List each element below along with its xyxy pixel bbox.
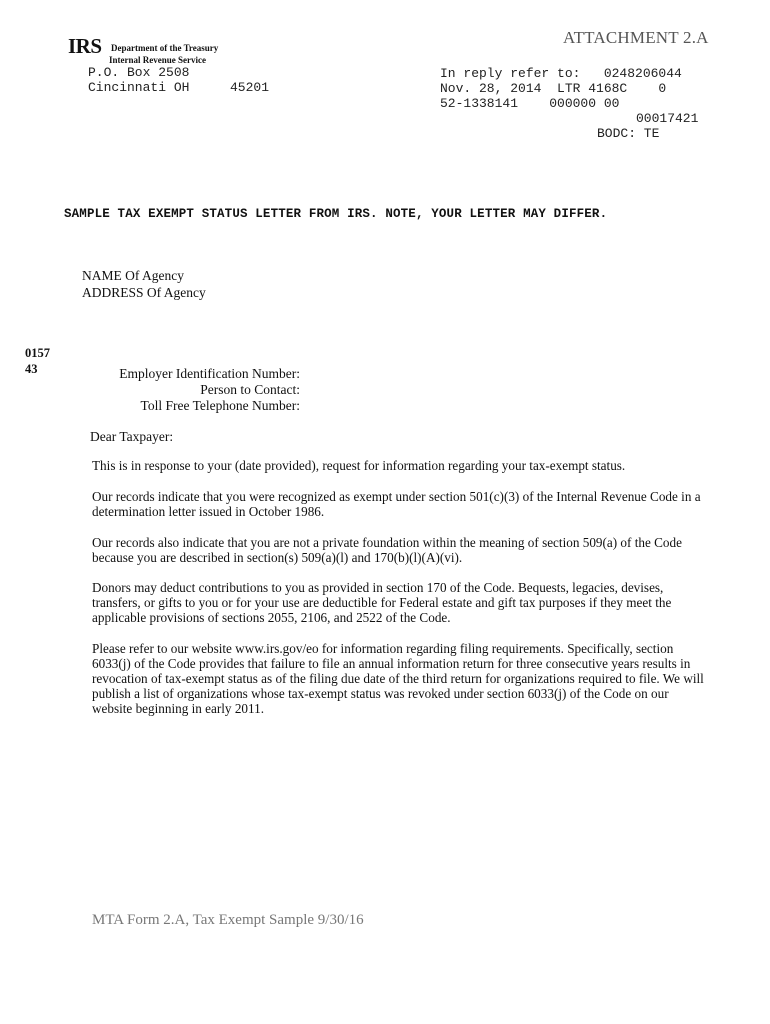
paragraph-foundation: Our records also indicate that you are not a private foundation within the meaning of section 509(a) of the Code because you are described in section(s) 509(a)(l) and 170(b)(l)(A)(vi). (92, 535, 682, 565)
address-zip: 45201 (230, 80, 270, 95)
address-city: Cincinnati OH (88, 80, 190, 95)
po-box: P.O. Box 2508 (88, 65, 190, 80)
attachment-label: ATTACHMENT 2.A (563, 28, 709, 47)
bodc-code: BODC: TE (597, 126, 660, 141)
paragraph-filing: Please refer to our website www.irs.gov/eo for information regarding filing requirements. Specifically, section 6033(j) of the Code provides that failure to file an annual information return for three consecutive years results in revocation of tax-exempt status as of the filing due date of the third return for organizations required to file. We will publish a list of organizations whose tax-exempt status was revoked under section 6033(j) of the Code on our website beginning in early 2011. (92, 641, 704, 716)
salutation: Dear Taxpayer: (90, 429, 174, 444)
side-code-2: 43 (25, 362, 38, 376)
recipient-name: NAME Of Agency (82, 268, 184, 283)
recipient-address: ADDRESS Of Agency (82, 285, 206, 300)
ein-label: Employer Identification Number: (119, 366, 300, 381)
reply-reference: In reply refer to: 0248206044 (440, 66, 682, 81)
sample-notice: SAMPLE TAX EXEMPT STATUS LETTER FROM IRS. NOTE, YOUR LETTER MAY DIFFER. (64, 207, 608, 221)
letter-date-code: Nov. 28, 2014 LTR 4168C 0 (440, 81, 667, 96)
paragraph-donations: Donors may deduct contributions to you as provided in section 170 of the Code. Bequests, legacies, devises, transfers, or gifts to you or for your use are deductible for Federal estate and gift tax purposes if they meet the applicable provisions of sections 2055, 2106, and 2522 of the Code. (92, 580, 672, 625)
phone-label: Toll Free Telephone Number: (140, 398, 300, 413)
contact-label: Person to Contact: (200, 382, 300, 397)
service-name: Internal Revenue Service (109, 55, 206, 65)
irs-logo: IRS (68, 34, 102, 58)
paragraph-exempt-status: Our records indicate that you were recognized as exempt under section 501(c)(3) of the Internal Revenue Code in a determination letter issued in October 1986. (92, 489, 701, 519)
ein-reference: 52-1338141 000000 00 (440, 96, 620, 111)
side-code-1: 0157 (25, 346, 50, 360)
paragraph-request: This is in response to your (date provided), request for information regarding your tax-exempt status. (92, 458, 626, 473)
form-footer: MTA Form 2.A, Tax Exempt Sample 9/30/16 (92, 912, 364, 928)
department-name: Department of the Treasury (111, 43, 219, 53)
sequence-number: 00017421 (636, 111, 699, 126)
